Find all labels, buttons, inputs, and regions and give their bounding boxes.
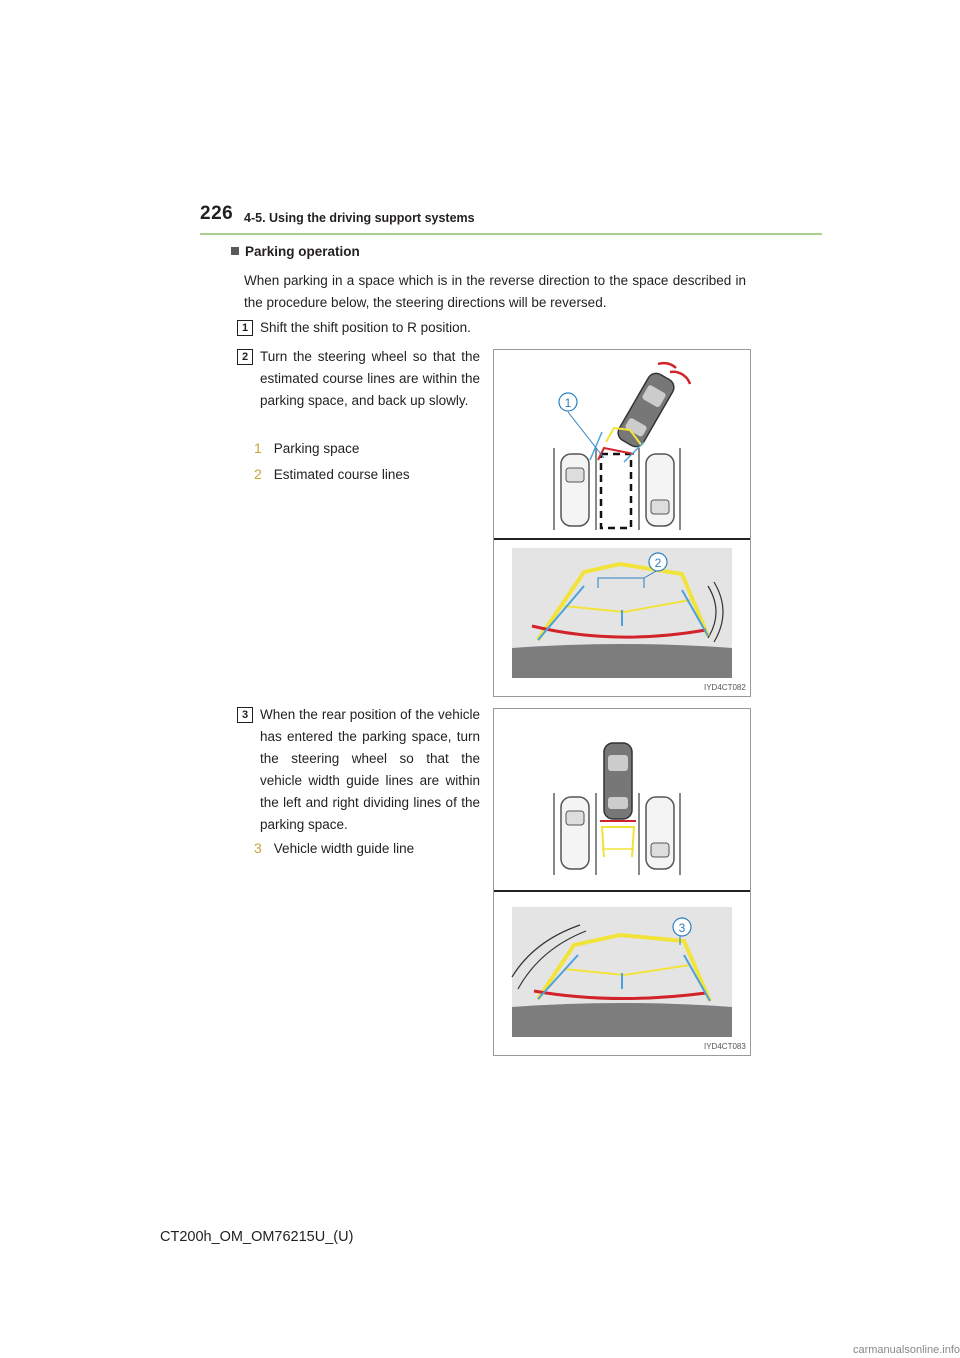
figure-parking-course (493, 349, 751, 697)
camera-view-screen (512, 548, 732, 678)
callout-3-label: 3 (678, 921, 686, 935)
legend-label: Vehicle width guide line (273, 841, 415, 856)
callout-marker: 2 (254, 466, 262, 482)
callout-1-label: 1 (564, 396, 572, 410)
callout-marker: 1 (254, 440, 262, 456)
step-1-text: Shift the shift position to R position. (260, 320, 471, 335)
step-2-text: Turn the steering wheel so that the estimated course lines are within the parking space, and back up slowly. (260, 349, 480, 408)
document-code: CT200h_OM_OM76215U_(U) (160, 1229, 354, 1245)
figure-1-illustration (494, 350, 750, 696)
figure-code: IYD4CT083 (704, 1042, 746, 1051)
callout-marker: 3 (254, 840, 262, 856)
parking-lot-diagram (554, 743, 680, 875)
step-3-text: When the rear position of the vehicle has entered the parking space, turn the steering wheel so that the vehicle width guide lines are within the left and right dividing lines of the parking space. (260, 707, 480, 832)
legend-label: Estimated course lines (273, 467, 410, 482)
figure-code: IYD4CT082 (704, 683, 746, 692)
parking-lot-diagram (554, 363, 690, 530)
parked-car-right (646, 454, 674, 526)
step-number-1: 1 (237, 320, 253, 336)
step-number-3: 3 (237, 707, 253, 723)
legend-item-3 (254, 840, 414, 856)
intro-paragraph: When parking in a space which is in the reverse direction to the space described in the procedure below, the steering directions will be reversed. (244, 273, 746, 310)
legend-item-2 (254, 466, 410, 482)
step-number-2: 2 (237, 349, 253, 365)
figure-width-guide (493, 708, 751, 1056)
subheading (231, 244, 360, 259)
subheading-text: Parking operation (245, 244, 360, 259)
figure-2-illustration (494, 709, 750, 1055)
square-bullet-icon (231, 247, 239, 255)
parking-space-outline (601, 454, 631, 528)
camera-view-screen (512, 907, 732, 1037)
reversing-car (615, 370, 677, 450)
parked-car-left (561, 454, 589, 526)
watermark: carmanualsonline.info (852, 1344, 960, 1356)
legend-label: Parking space (273, 441, 360, 456)
callout-2-label: 2 (654, 556, 662, 570)
page-number: 226 (200, 203, 234, 224)
section-title: 4-5. Using the driving support systems (244, 211, 475, 225)
legend-item-1 (254, 440, 359, 456)
header-divider (200, 233, 822, 235)
